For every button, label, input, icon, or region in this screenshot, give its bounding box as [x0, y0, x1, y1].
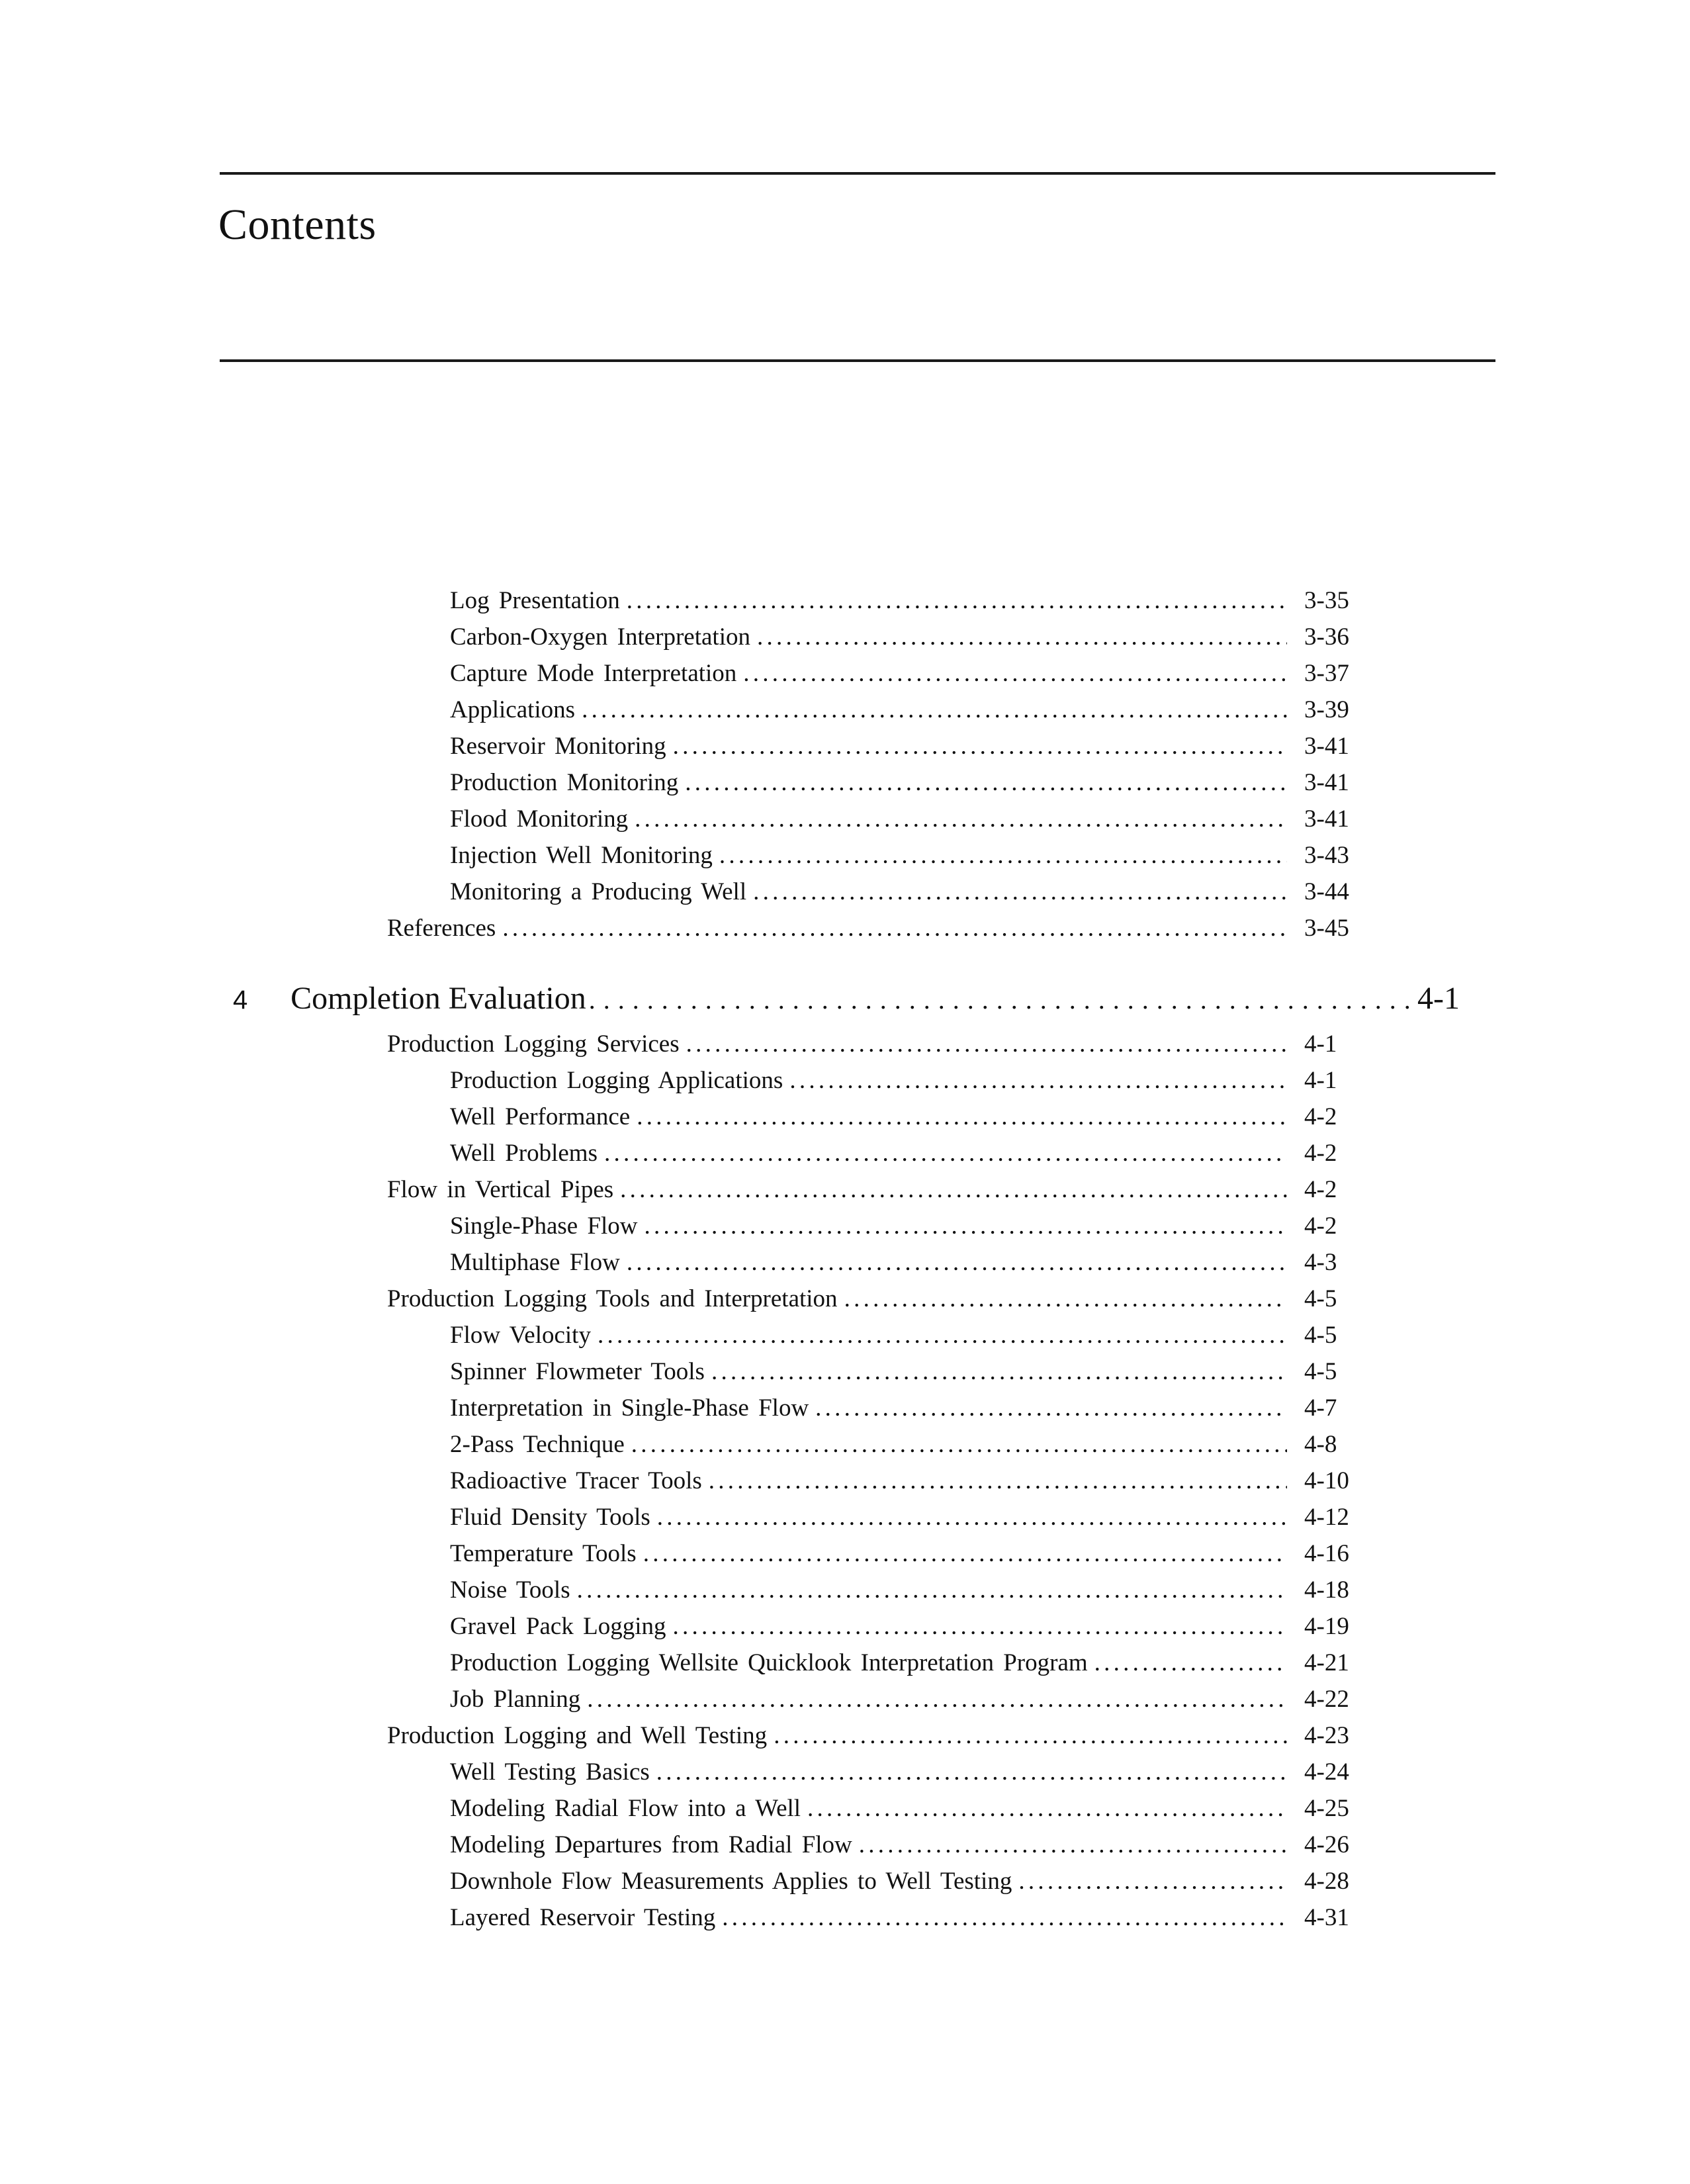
toc-entry-page: 4-5: [1304, 1322, 1337, 1349]
dot-leader: [631, 803, 1287, 836]
dot-leader: [600, 1137, 1287, 1170]
toc-entry-title: Flow Velocity: [450, 1322, 591, 1349]
toc-entry-title: Fluid Density Tools: [450, 1504, 650, 1531]
toc-entry-page: 4-5: [1304, 1358, 1337, 1385]
dot-leader: [749, 876, 1287, 909]
toc-entry[interactable]: [450, 657, 1367, 690]
dot-leader: [739, 657, 1287, 690]
toc-entry[interactable]: [450, 839, 1367, 872]
toc-entry-title: Production Logging Wellsite Quicklook Interpretation Program: [450, 1649, 1088, 1676]
toc-entry[interactable]: [450, 1829, 1367, 1862]
dot-leader: [770, 1719, 1287, 1752]
toc-entry-page: 3-41: [1304, 733, 1349, 760]
dot-leader: [594, 1319, 1287, 1352]
dot-leader: [589, 977, 1412, 1023]
toc-entry[interactable]: [450, 1465, 1367, 1498]
toc-entry-title: Production Logging and Well Testing: [387, 1722, 768, 1749]
toc-entry-title: Gravel Pack Logging: [450, 1613, 666, 1640]
toc-entry[interactable]: [450, 1101, 1367, 1134]
toc-entry-page: 4-2: [1304, 1140, 1337, 1167]
toc-entry-title: Modeling Departures from Radial Flow: [450, 1831, 852, 1858]
toc-entry-page: 4-8: [1304, 1431, 1337, 1458]
toc-entry-page: 3-35: [1304, 587, 1349, 614]
toc-entry[interactable]: [450, 1501, 1367, 1534]
toc-entry-page: 3-36: [1304, 623, 1349, 651]
dot-leader: [753, 621, 1287, 654]
dot-leader: [840, 1283, 1287, 1316]
toc-entry-title: Production Logging Services: [387, 1030, 680, 1058]
top-rule: [220, 172, 1495, 175]
toc-entry-page: 4-18: [1304, 1576, 1349, 1604]
toc-entry-title: Carbon-Oxygen Interpretation: [450, 623, 750, 651]
toc-entry-page: 3-45: [1304, 915, 1349, 942]
toc-entry-title: Temperature Tools: [450, 1540, 637, 1567]
dot-leader: [705, 1465, 1287, 1498]
toc-entry-title: Interpretation in Single-Phase Flow: [450, 1394, 809, 1422]
toc-entry-title: Applications: [450, 696, 576, 723]
toc-entry-title: Single-Phase Flow: [450, 1212, 638, 1240]
toc-entry[interactable]: [450, 1064, 1367, 1097]
toc-entry[interactable]: [387, 1283, 1367, 1316]
toc-entry[interactable]: [450, 1137, 1367, 1170]
toc-entry[interactable]: [450, 1355, 1367, 1388]
toc-entry-title: Flow in Vertical Pipes: [387, 1176, 614, 1203]
toc-entry-page: 3-39: [1304, 696, 1349, 723]
toc-entry-title: Injection Well Monitoring: [450, 842, 713, 869]
dot-leader: [616, 1173, 1287, 1206]
dot-leader: [627, 1428, 1287, 1461]
toc-entry[interactable]: [450, 694, 1367, 727]
toc-entry-title: Downhole Flow Measurements Applies to Well Testing: [450, 1868, 1012, 1895]
dot-leader: [641, 1210, 1287, 1243]
toc-entry-title: Layered Reservoir Testing: [450, 1904, 716, 1931]
chapter-entry[interactable]: [233, 976, 1460, 1022]
toc-entry-title: Well Problems: [450, 1140, 598, 1167]
dot-leader: [573, 1574, 1287, 1607]
toc-entry-page: 3-41: [1304, 769, 1349, 796]
toc-entry-title: Modeling Radial Flow into a Well: [450, 1795, 801, 1822]
toc-entry[interactable]: [387, 1173, 1367, 1206]
chapter-number: 4: [233, 985, 248, 1015]
toc-entry-title: Well Performance: [450, 1103, 631, 1130]
chapter-title: Completion Evaluation: [290, 981, 586, 1016]
toc-entry-title: Job Planning: [450, 1686, 581, 1713]
toc-entry-title: 2-Pass Technique: [450, 1431, 625, 1458]
toc-entry[interactable]: [450, 1210, 1367, 1243]
toc-entry[interactable]: [450, 1537, 1367, 1570]
toc-entry-page: 4-7: [1304, 1394, 1337, 1422]
toc-entry-page: 3-43: [1304, 842, 1349, 869]
toc-entry-page: 4-1: [1304, 1067, 1337, 1094]
dot-leader: [583, 1683, 1287, 1716]
toc-entry-page: 3-41: [1304, 805, 1349, 833]
toc-entry[interactable]: [450, 1647, 1367, 1680]
dot-leader: [718, 1901, 1287, 1934]
toc-entry-page: 4-2: [1304, 1176, 1337, 1203]
toc-entry[interactable]: [450, 730, 1367, 763]
toc-entry-page: 4-12: [1304, 1504, 1349, 1531]
toc-entry[interactable]: [450, 1865, 1367, 1898]
chapter-page: 4-1: [1417, 981, 1460, 1016]
toc-entry-title: Flood Monitoring: [450, 805, 629, 833]
toc-entry[interactable]: [450, 621, 1367, 654]
toc-entry[interactable]: [450, 1683, 1367, 1716]
page-title: Contents: [218, 201, 377, 249]
toc-entry-page: 4-1: [1304, 1030, 1337, 1058]
dot-leader: [682, 1028, 1287, 1061]
toc-entry-title: Production Logging Tools and Interpretation: [387, 1285, 838, 1312]
dot-leader: [668, 1610, 1287, 1643]
toc-entry[interactable]: [450, 766, 1367, 799]
dot-leader: [498, 912, 1287, 945]
toc-entry-page: 4-16: [1304, 1540, 1349, 1567]
toc-entry[interactable]: [387, 912, 1367, 945]
toc-entry-page: 4-25: [1304, 1795, 1349, 1822]
dot-leader: [578, 694, 1287, 727]
dot-leader: [785, 1064, 1287, 1097]
toc-entry-page: 4-3: [1304, 1249, 1337, 1276]
toc-entry[interactable]: [450, 1610, 1367, 1643]
dot-leader: [855, 1829, 1287, 1862]
toc-entry-page: 3-44: [1304, 878, 1349, 905]
toc-entry-title: Reservoir Monitoring: [450, 733, 666, 760]
toc-entry[interactable]: [450, 1392, 1367, 1425]
toc-entry[interactable]: [450, 1792, 1367, 1825]
toc-entry-page: 4-2: [1304, 1212, 1337, 1240]
toc-entry-page: 4-26: [1304, 1831, 1349, 1858]
toc-entry-page: 4-28: [1304, 1868, 1349, 1895]
toc-entry-title: Well Testing Basics: [450, 1758, 650, 1786]
dot-leader: [681, 766, 1287, 799]
toc-entry-title: Production Logging Applications: [450, 1067, 783, 1094]
toc-entry-title: Monitoring a Producing Well: [450, 878, 747, 905]
toc-entry-title: Log Presentation: [450, 587, 620, 614]
toc-entry[interactable]: [450, 1901, 1367, 1934]
toc-entry[interactable]: [387, 1719, 1367, 1752]
dot-leader: [1014, 1865, 1287, 1898]
toc-entry[interactable]: [450, 1246, 1367, 1279]
toc-entry[interactable]: [450, 1756, 1367, 1789]
dot-leader: [715, 839, 1287, 872]
toc-entry-page: 4-10: [1304, 1467, 1349, 1494]
toc-entry-page: 4-2: [1304, 1103, 1337, 1130]
toc-entry-page: 4-5: [1304, 1285, 1337, 1312]
dot-leader: [653, 1501, 1287, 1534]
toc-entry[interactable]: [387, 1028, 1367, 1061]
toc-entry-title: References: [387, 915, 496, 942]
dot-leader: [633, 1101, 1287, 1134]
dot-leader: [623, 1246, 1287, 1279]
toc-entry-page: 4-22: [1304, 1686, 1349, 1713]
toc-entry-title: Noise Tools: [450, 1576, 570, 1604]
toc-entry-title: Production Monitoring: [450, 769, 679, 796]
dot-leader: [811, 1392, 1287, 1425]
toc-entry-page: 4-31: [1304, 1904, 1349, 1931]
toc-entry[interactable]: [450, 803, 1367, 836]
toc-entry[interactable]: [450, 1319, 1367, 1352]
toc-entry-title: Multiphase Flow: [450, 1249, 620, 1276]
dot-leader: [669, 730, 1287, 763]
toc-entry[interactable]: [450, 1428, 1367, 1461]
dot-leader: [652, 1756, 1287, 1789]
toc-entry-page: 4-24: [1304, 1758, 1349, 1786]
dot-leader: [639, 1537, 1287, 1570]
toc-entry-title: Radioactive Tracer Tools: [450, 1467, 702, 1494]
toc-entry-page: 4-23: [1304, 1722, 1349, 1749]
dot-leader: [1090, 1647, 1287, 1680]
toc-entry[interactable]: [450, 1574, 1367, 1607]
toc-entry-page: 4-19: [1304, 1613, 1349, 1640]
dot-leader: [623, 584, 1287, 617]
dot-leader: [803, 1792, 1287, 1825]
toc-entry-page: 4-21: [1304, 1649, 1349, 1676]
toc-entry[interactable]: [450, 876, 1367, 909]
toc-entry[interactable]: [450, 584, 1367, 617]
toc-entry-title: Spinner Flowmeter Tools: [450, 1358, 705, 1385]
toc-entry-page: 3-37: [1304, 660, 1349, 687]
toc-entry-title: Capture Mode Interpretation: [450, 660, 737, 687]
bottom-rule: [220, 359, 1495, 362]
dot-leader: [707, 1355, 1287, 1388]
